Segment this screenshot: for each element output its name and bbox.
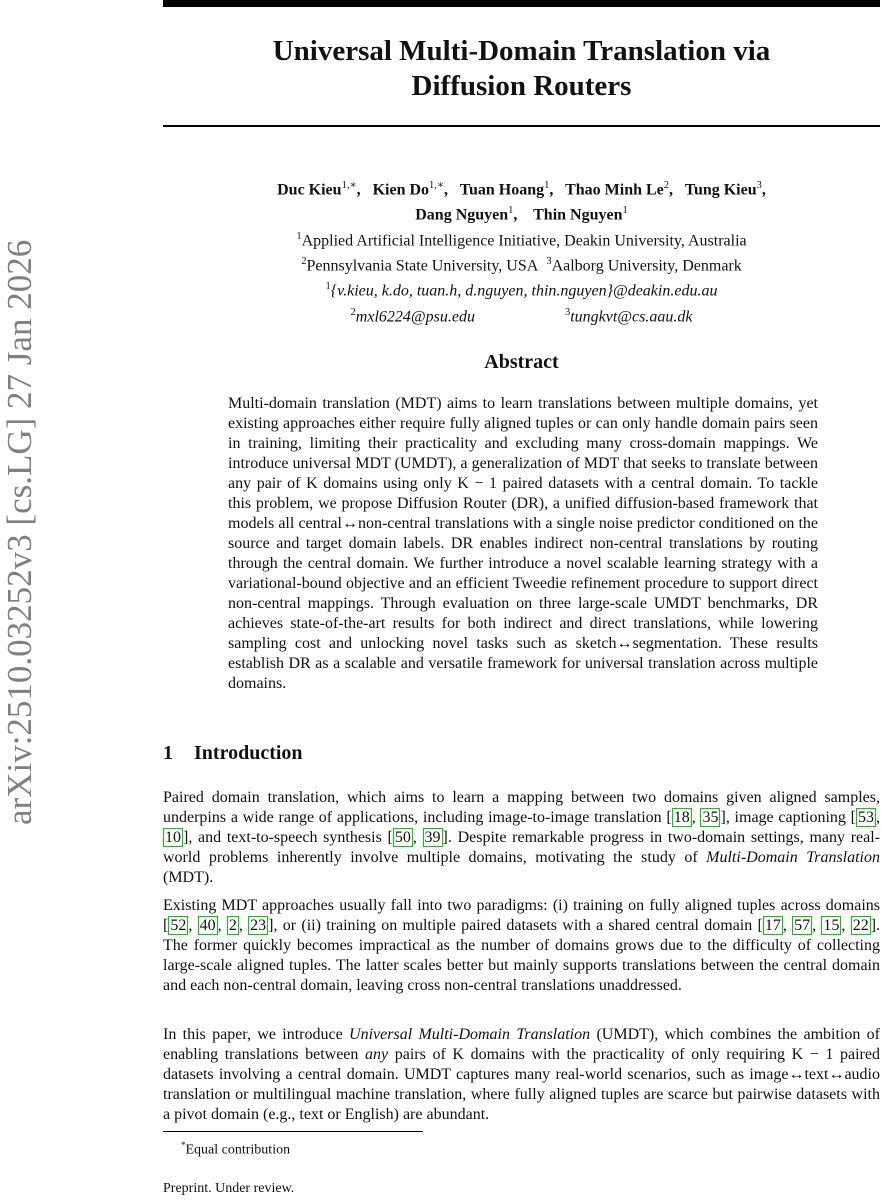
affiliation-2-3: $^2$Pennsylvania State University, USA $^3$Aalborg University, Denmark [301,255,742,275]
citation-link[interactable]: 18 [673,809,690,826]
abstract-heading: Abstract [484,351,559,373]
citation-link[interactable]: 23 [250,917,267,934]
citation-link[interactable]: 40 [199,917,216,934]
abstract-text: Multi-domain translation (MDT) aims to learn translations between multiple domains, yet existing approaches either require fully aligned tuples or can only handle domain pairs seen in training, limiting their practicality and excluding many cross-domain mappings. We introduce universal MDT (UMDT), a generalization of MDT that seeks to translate between any pair of K domains using only K − 1 paired datasets with a central domain. To tackle this problem, we propose Diffusion Router (DR), a unified diffusion-based framework that models all central↔non-central translations with a single noise predictor conditioned on the source and target domain labels. DR enables indirect non-central translations by routing through the central domain. We further introduce a novel scalable learning strategy with a variational-bound objective and an efficient Tweedie refinement procedure to support direct non-central mappings. Through evaluation on three large-scale UMDT benchmarks, DR achieves state-of-the-art results for both indirect and direct translations, while lowering sampling cost and unlocking novel tasks such as sketch↔segmentation. These results establish DR as a scalable and versatile framework for universal translation across multiple domains. [228,395,818,692]
author-names: Duc Kieu$^{1,∗}$, Kien $Do^{1,∗}$, Tuan Hoang$^1$, Thao Minh Le$^2$, Tung Kieu$^3$, Dang Nguyen$^1$, Thin Nguyen$^1$ [277,180,766,224]
email-1: $^1${v.kieu, k.do, tuan.h, d.nguyen, thin.nguyen}@deakin.edu.au [325,281,718,300]
author-block [163,175,880,327]
citation-link[interactable]: 17 [764,917,781,934]
citation-link[interactable]: 2 [228,917,237,934]
footnote-rule [163,1131,423,1132]
arxiv-stamp: arXiv:2510.03252v3 [cs.LG] 27 Jan 2026 [0,239,39,825]
preprint-notice: Preprint. Under review. [163,1181,295,1196]
citation-link[interactable]: 22 [852,917,869,934]
citation-link[interactable]: 53 [858,809,874,826]
email-2-3: $^2$mxl6224@psu.edu $^3$tungkvt@cs.aau.dk [350,306,693,325]
intro-paragraph-2: Existing MDT approaches usually fall into two paradigms: (i) training on fully aligned tuples across domains [ 52 , 40 , 2 , 23 ], or (ii) training on multiple paired datasets with a shared central domain [ 17 , 57 , 15 , 22 ]. The former quickly becomes impractical as the number of domains grows due to the difficulty of collecting large-scale aligned tuples. The latter scales better but mainly supports translations between the central domain and each non-central domain, leaving cross non-central translations unaddressed. [163,897,881,994]
top-rule [163,0,880,7]
citation-link[interactable]: 39 [424,829,441,846]
intro-paragraph-3: In this paper, we introduce Universal Multi-Domain Translation (UMDT), which combines the ambition of enabling translations between any pairs of K domains with the practicality of only requiring K − 1 paired datasets involving a central domain. UMDT captures many real-world scenarios, such as image↔text↔audio translation or multilingual machine translation, where fully aligned tuples are scarce but pairwise datasets with a pivot domain (e.g., text or English) are abundant. [163,1026,881,1123]
citation-link[interactable]: 10 [165,829,181,846]
title-rule [163,125,880,127]
citation-link[interactable]: 35 [702,809,719,826]
citation-link[interactable]: 57 [794,917,811,934]
footnote: *Equal contribution [181,1140,291,1158]
affiliation-1: $^1$Applied Artificial Intelligence Initiative, Deakin University, Australia [296,230,747,249]
citation-link[interactable]: 15 [823,917,840,934]
intro-paragraph-1: Paired domain translation, which aims to learn a mapping between two domains given aligned samples, underpins a wide range of applications, including image-to-image translation [ 18 , 35 ], image captioning [ 53 , 10 ], and text-to-speech synthesis [ 50 , 39 ]. Despite remarkable progress in two-domain settings, many real-world problems inherently involve multiple domains, motivating the study of Multi-Domain Translation (MDT). [163,789,881,886]
paper-title: Universal Multi-Domain Translation via Diffusion Routers [272,35,771,102]
citation-link[interactable]: 52 [170,917,187,934]
section-heading: 1 Introduction [163,742,303,764]
citation-link[interactable]: 50 [394,829,411,846]
